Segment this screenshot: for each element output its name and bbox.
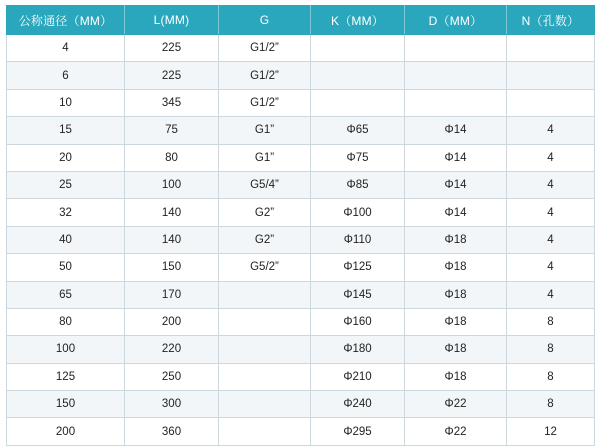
cell-l: 100 <box>125 171 219 198</box>
cell-g: G2” <box>219 199 311 226</box>
cell-nominal-diameter: 15 <box>7 117 125 144</box>
cell-l: 345 <box>125 89 219 116</box>
cell-k: Φ75 <box>311 144 405 171</box>
table-header-row <box>7 6 595 35</box>
cell-k: Φ100 <box>311 199 405 226</box>
cell-l: 140 <box>125 226 219 253</box>
cell-g: G5/2” <box>219 254 311 281</box>
cell-g: G1” <box>219 117 311 144</box>
cell-k <box>311 35 405 62</box>
cell-n: 8 <box>507 308 595 335</box>
cell-k <box>311 89 405 116</box>
table-row <box>7 199 595 226</box>
table-row <box>7 117 595 144</box>
cell-nominal-diameter: 20 <box>7 144 125 171</box>
cell-g: G1/2” <box>219 62 311 89</box>
cell-d: Φ18 <box>405 336 507 363</box>
cell-g: G2” <box>219 226 311 253</box>
cell-g <box>219 418 311 445</box>
cell-nominal-diameter: 80 <box>7 308 125 335</box>
cell-k: Φ160 <box>311 308 405 335</box>
cell-g <box>219 391 311 418</box>
cell-l: 220 <box>125 336 219 363</box>
table-row <box>7 144 595 171</box>
table-row <box>7 391 595 418</box>
cell-l: 80 <box>125 144 219 171</box>
cell-d: Φ14 <box>405 171 507 198</box>
specification-table <box>6 5 595 446</box>
cell-nominal-diameter: 10 <box>7 89 125 116</box>
cell-n <box>507 35 595 62</box>
cell-g <box>219 281 311 308</box>
column-header-n: N（孔数） <box>507 6 595 35</box>
cell-n: 12 <box>507 418 595 445</box>
cell-nominal-diameter: 150 <box>7 391 125 418</box>
table-row <box>7 89 595 116</box>
cell-d: Φ14 <box>405 199 507 226</box>
table-body <box>7 35 595 446</box>
cell-nominal-diameter: 200 <box>7 418 125 445</box>
cell-d: Φ18 <box>405 281 507 308</box>
cell-l: 360 <box>125 418 219 445</box>
column-header-nominal-diameter: 公称通径（MM） <box>7 6 125 35</box>
cell-g: G1/2” <box>219 35 311 62</box>
cell-nominal-diameter: 125 <box>7 363 125 390</box>
cell-g <box>219 336 311 363</box>
cell-l: 170 <box>125 281 219 308</box>
table-row <box>7 226 595 253</box>
cell-g: G1” <box>219 144 311 171</box>
table-row <box>7 62 595 89</box>
table-row <box>7 336 595 363</box>
cell-l: 225 <box>125 62 219 89</box>
table-row <box>7 308 595 335</box>
cell-n: 4 <box>507 171 595 198</box>
column-header-k: K（MM） <box>311 6 405 35</box>
cell-l: 140 <box>125 199 219 226</box>
table-row <box>7 281 595 308</box>
cell-n: 4 <box>507 144 595 171</box>
cell-d: Φ18 <box>405 254 507 281</box>
cell-l: 200 <box>125 308 219 335</box>
cell-n: 8 <box>507 391 595 418</box>
cell-n <box>507 62 595 89</box>
cell-g: G5/4” <box>219 171 311 198</box>
cell-n: 4 <box>507 226 595 253</box>
column-header-d: D（MM） <box>405 6 507 35</box>
cell-g <box>219 308 311 335</box>
cell-k: Φ125 <box>311 254 405 281</box>
cell-k: Φ180 <box>311 336 405 363</box>
cell-l: 150 <box>125 254 219 281</box>
cell-nominal-diameter: 40 <box>7 226 125 253</box>
cell-k: Φ240 <box>311 391 405 418</box>
cell-nominal-diameter: 25 <box>7 171 125 198</box>
column-header-g: G <box>219 6 311 35</box>
cell-nominal-diameter: 65 <box>7 281 125 308</box>
cell-n: 4 <box>507 199 595 226</box>
cell-l: 75 <box>125 117 219 144</box>
cell-d: Φ18 <box>405 308 507 335</box>
cell-d: Φ18 <box>405 226 507 253</box>
table-header <box>7 6 595 35</box>
cell-n: 4 <box>507 117 595 144</box>
cell-k: Φ145 <box>311 281 405 308</box>
cell-k: Φ295 <box>311 418 405 445</box>
cell-nominal-diameter: 50 <box>7 254 125 281</box>
cell-d: Φ22 <box>405 391 507 418</box>
cell-l: 250 <box>125 363 219 390</box>
cell-nominal-diameter: 4 <box>7 35 125 62</box>
cell-l: 300 <box>125 391 219 418</box>
cell-l: 225 <box>125 35 219 62</box>
cell-d: Φ22 <box>405 418 507 445</box>
cell-k: Φ85 <box>311 171 405 198</box>
cell-d <box>405 62 507 89</box>
cell-g: G1/2” <box>219 89 311 116</box>
cell-n: 8 <box>507 363 595 390</box>
cell-d: Φ14 <box>405 117 507 144</box>
table-row <box>7 363 595 390</box>
cell-k: Φ210 <box>311 363 405 390</box>
cell-n: 8 <box>507 336 595 363</box>
cell-nominal-diameter: 100 <box>7 336 125 363</box>
cell-d: Φ18 <box>405 363 507 390</box>
table-row <box>7 171 595 198</box>
cell-n: 4 <box>507 254 595 281</box>
column-header-l: L(MM) <box>125 6 219 35</box>
table-row <box>7 35 595 62</box>
cell-n <box>507 89 595 116</box>
table-row <box>7 254 595 281</box>
cell-d: Φ14 <box>405 144 507 171</box>
cell-n: 4 <box>507 281 595 308</box>
table-row <box>7 418 595 445</box>
cell-d <box>405 35 507 62</box>
cell-k <box>311 62 405 89</box>
cell-k: Φ65 <box>311 117 405 144</box>
cell-d <box>405 89 507 116</box>
cell-g <box>219 363 311 390</box>
cell-k: Φ110 <box>311 226 405 253</box>
cell-nominal-diameter: 32 <box>7 199 125 226</box>
cell-nominal-diameter: 6 <box>7 62 125 89</box>
